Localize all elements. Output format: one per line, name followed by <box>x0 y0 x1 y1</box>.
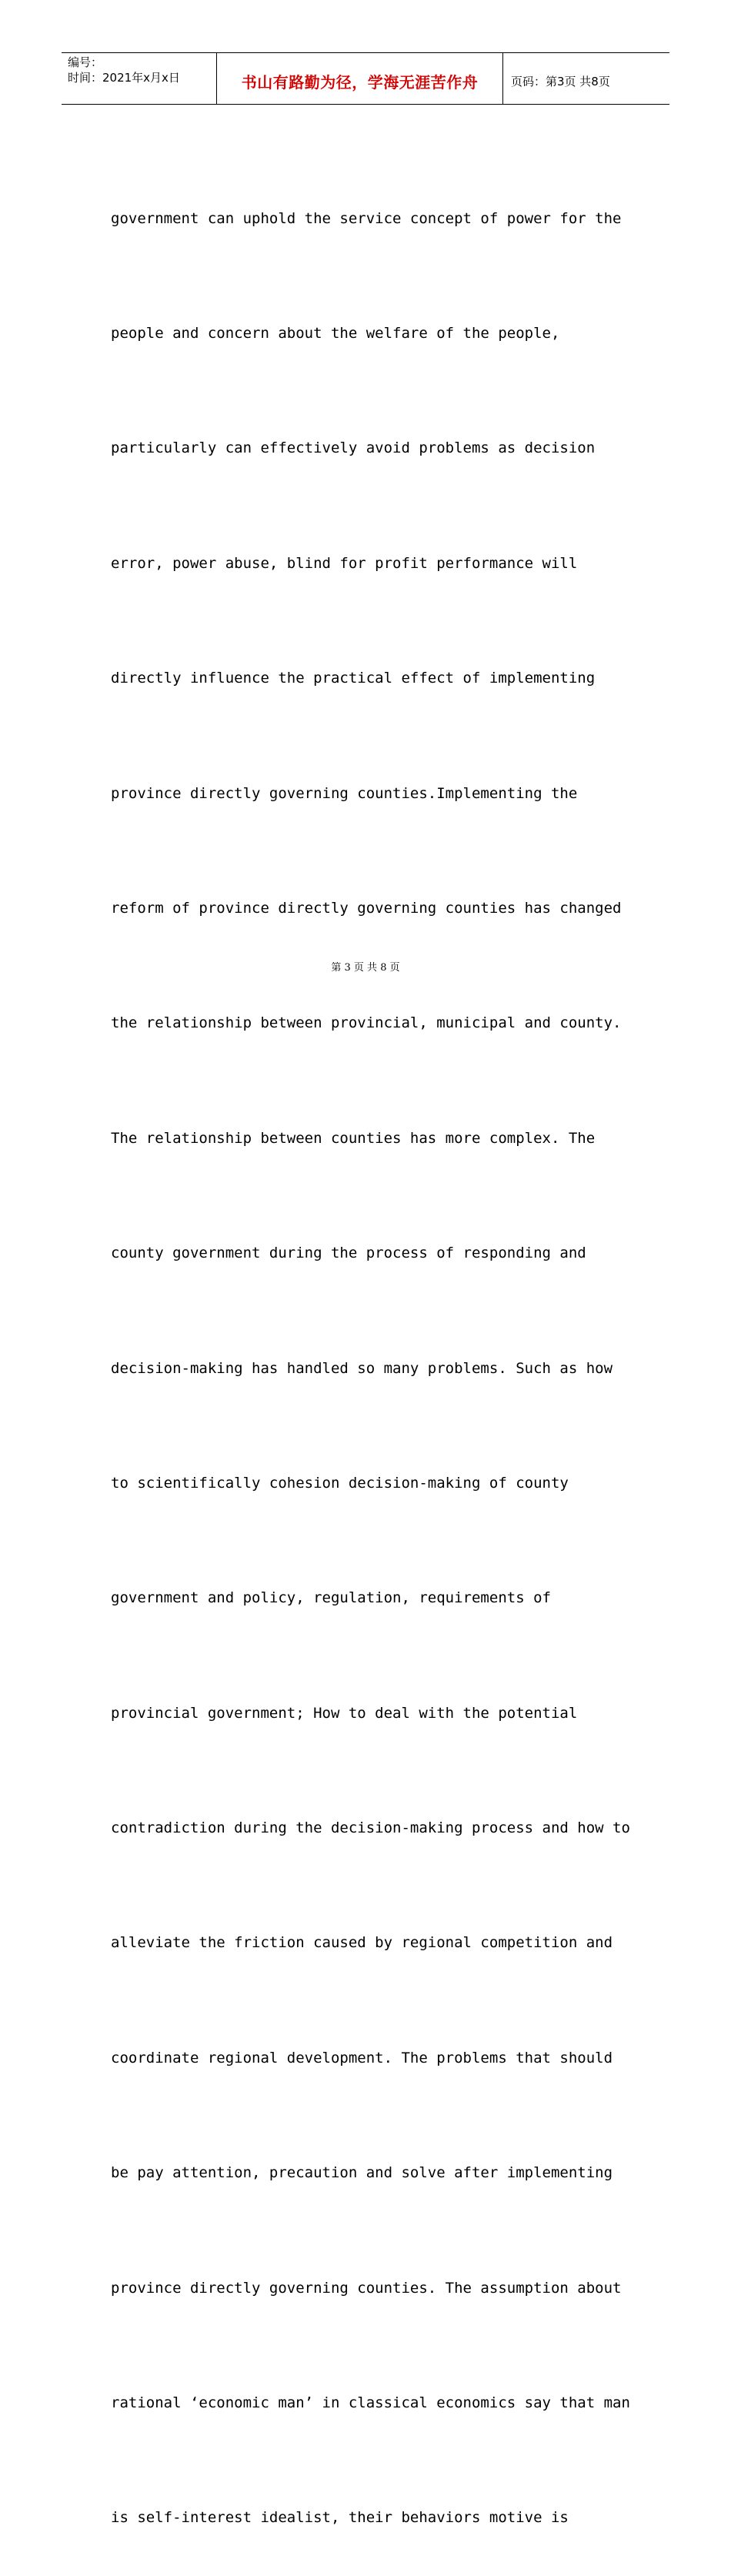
body-line: decision-making has handled so many problems. Such as how <box>111 1359 613 1377</box>
footer-page-number: 第 3 页 共 8 页 <box>331 962 400 974</box>
header-motto-cell <box>217 53 503 104</box>
body-line: county government during the process of responding and <box>111 1245 586 1262</box>
body-line: province directly governing counties. The assumption about <box>111 2279 622 2297</box>
date-label: 时间：2021年x月x日 <box>68 71 180 85</box>
body-line: contradiction during the decision-making process and how to <box>111 1819 630 1837</box>
body-line: provincial government; How to deal with the potential <box>111 1704 578 1722</box>
document-body <box>111 123 634 2576</box>
body-line: directly influence the practical effect of implementing <box>111 670 596 687</box>
body-line: is self-interest idealist, their behaviors motive is <box>111 2509 569 2527</box>
header-page-cell <box>503 53 669 104</box>
body-line: alleviate the friction caused by regional competition and <box>111 1934 613 1952</box>
body-line: the relationship between provincial, municipal and county. <box>111 1014 622 1032</box>
page-footer <box>0 959 731 974</box>
body-line: particularly can effectively avoid problems as decision <box>111 439 596 457</box>
body-line: people and concern about the welfare of the people, <box>111 324 560 342</box>
serial-number-label: 编号： <box>68 55 103 69</box>
body-line: be pay attention, precaution and solve after implementing <box>111 2164 613 2182</box>
header-motto: 书山有路勤为径，学海无涯苦作舟 <box>241 72 479 92</box>
body-line: province directly governing counties.Implementing the <box>111 784 578 802</box>
body-line: The relationship between counties has more complex. The <box>111 1129 596 1147</box>
body-line: reform of province directly governing counties has changed <box>111 899 622 917</box>
body-line: government can uphold the service concept of power for the <box>111 209 622 227</box>
header-meta-cell <box>62 53 217 104</box>
body-line: error, power abuse, blind for profit performance will <box>111 554 578 572</box>
page-header <box>62 52 669 105</box>
body-line: government and policy, regulation, requirements of <box>111 1589 551 1607</box>
body-line: rational ‘economic man’ in classical economics say that man <box>111 2394 630 2412</box>
body-line: to scientifically cohesion decision-making of county <box>111 1474 569 1492</box>
header-page-info: 页码：第3页 共8页 <box>511 74 610 89</box>
body-line: coordinate regional development. The problems that should <box>111 2049 613 2066</box>
